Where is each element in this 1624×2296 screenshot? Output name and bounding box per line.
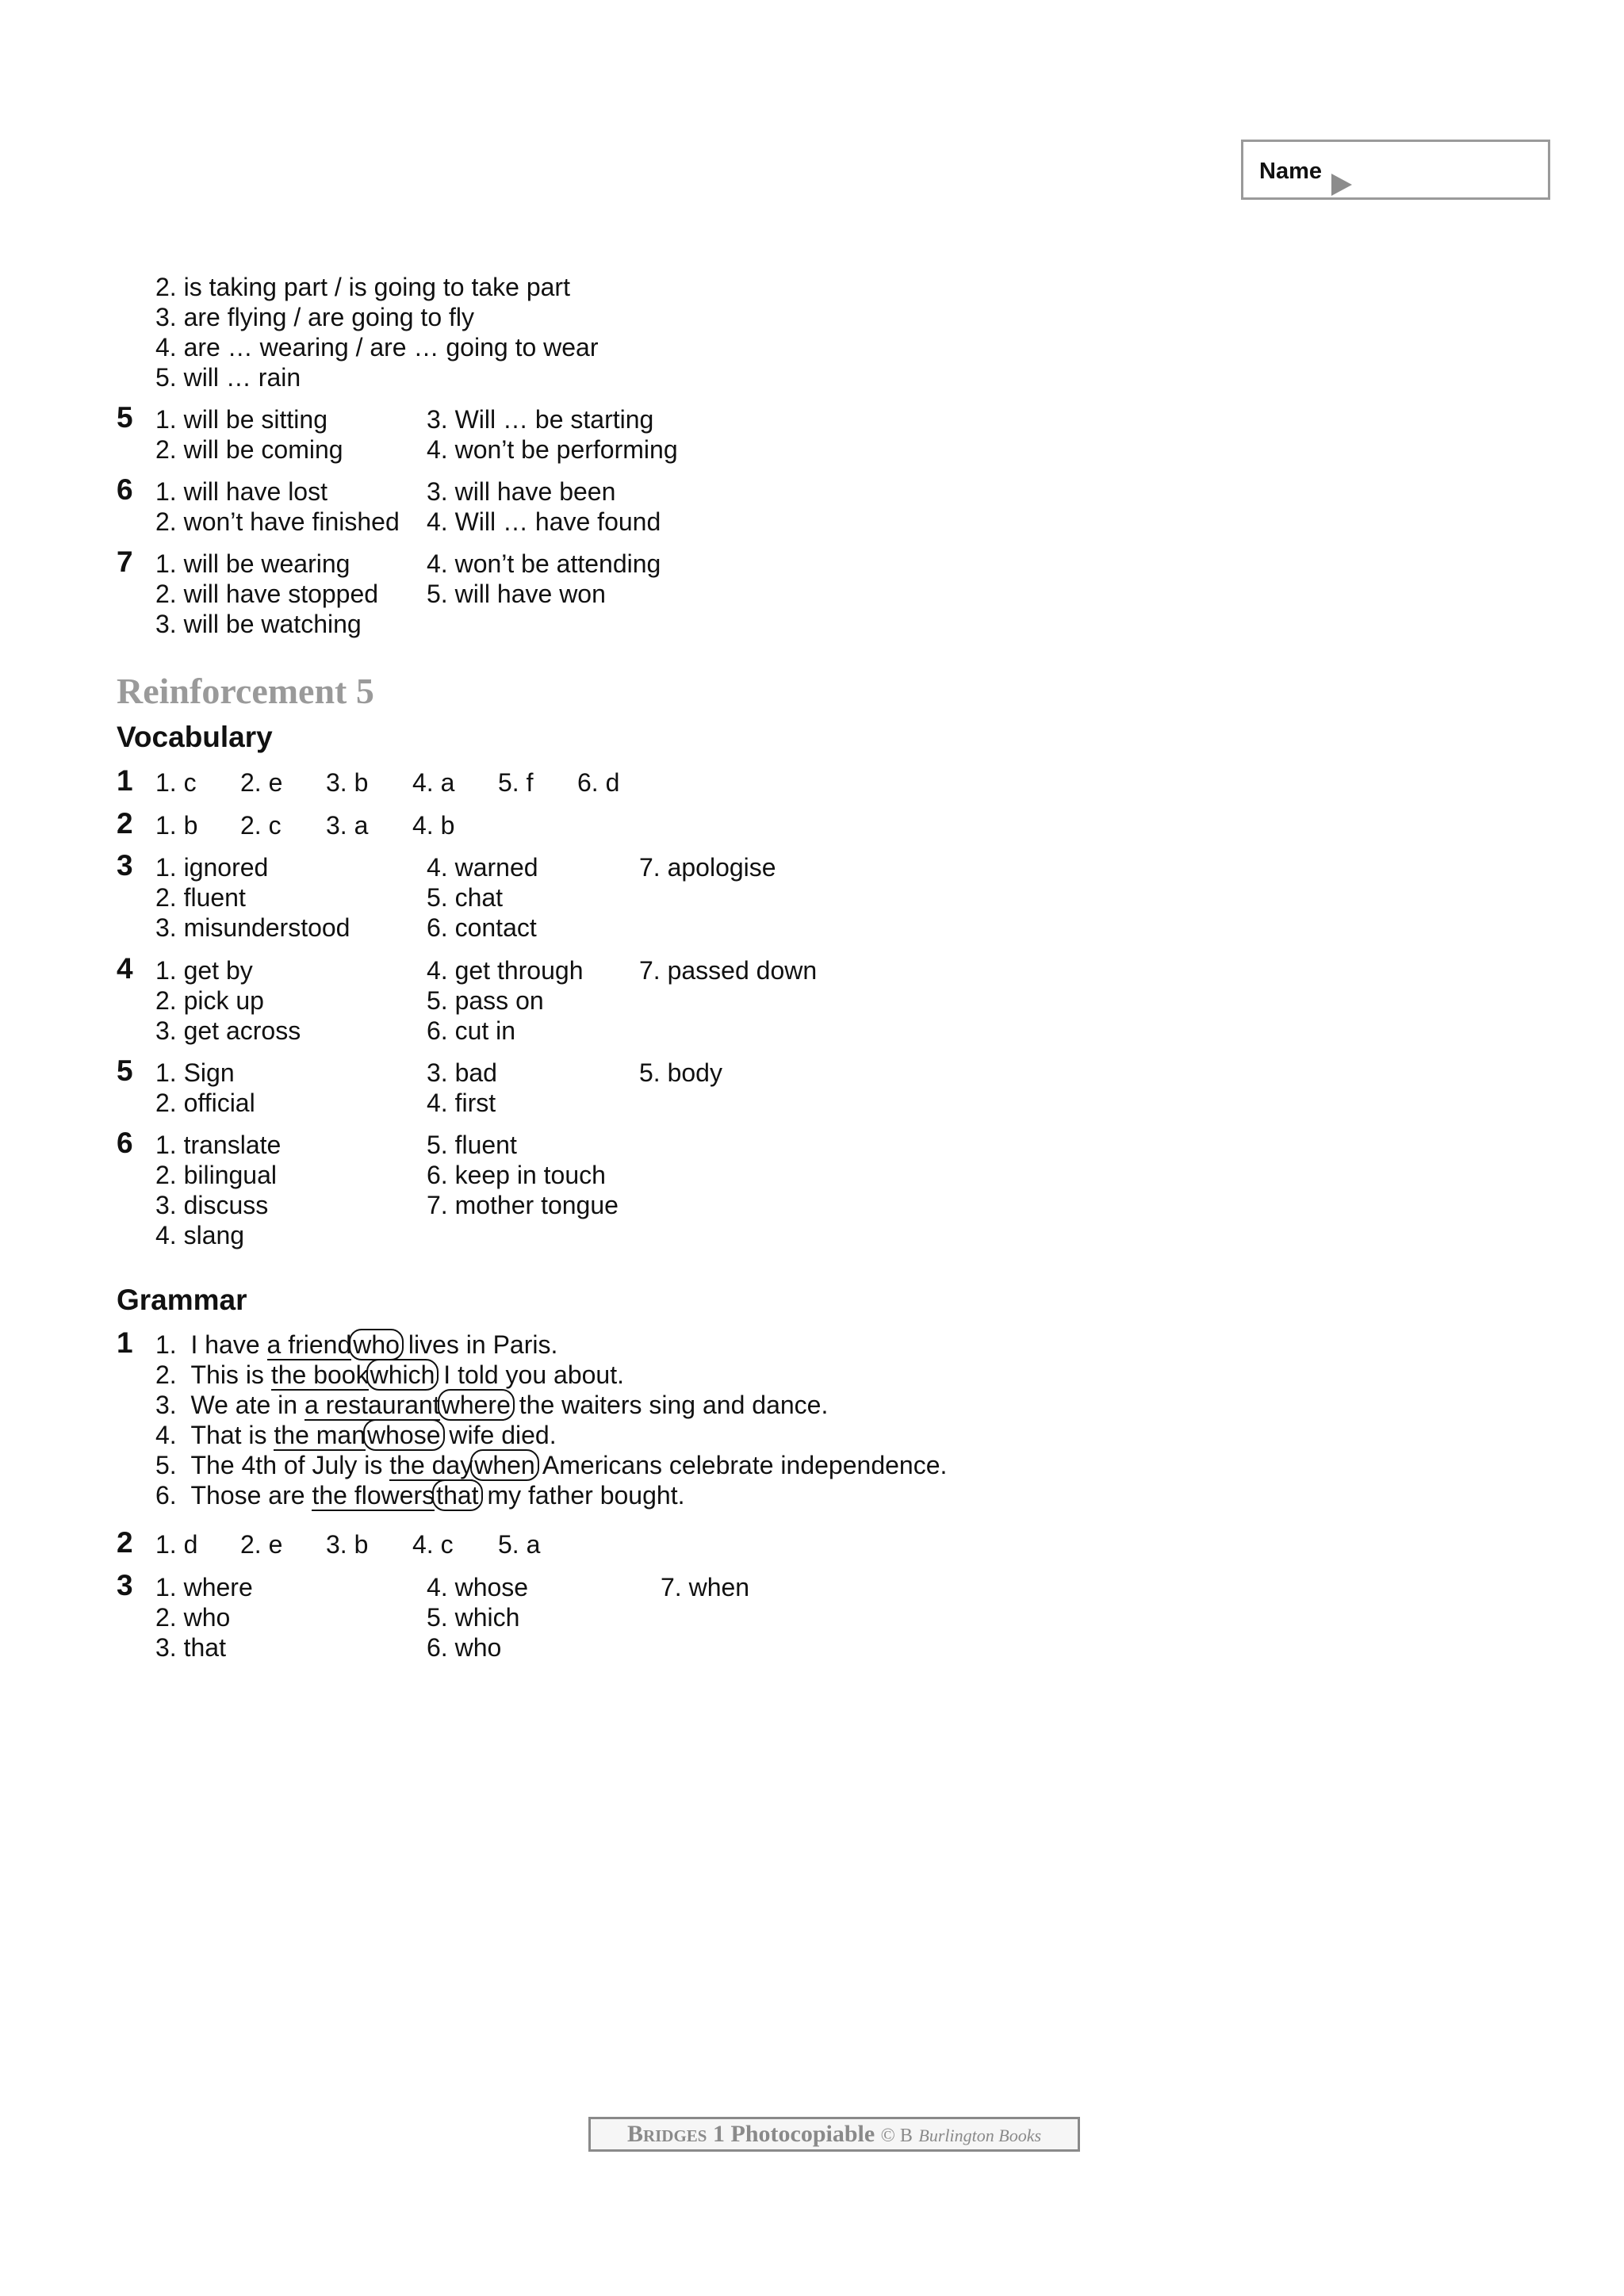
sentence-text: I told you about. xyxy=(436,1360,624,1389)
exercise-number: 2 xyxy=(117,1526,133,1559)
answer-item: 2. c xyxy=(240,811,282,840)
answer-line: 7. mother tongue xyxy=(427,1191,619,1219)
answer-line: 2. will have stopped xyxy=(155,580,379,608)
photocopiable-label: Photocopiable xyxy=(730,2121,875,2147)
answer-line: 6. keep in touch xyxy=(427,1161,606,1189)
answer-line: 3. misunderstood xyxy=(155,913,350,942)
answer-line: 2. official xyxy=(155,1089,255,1117)
exercise-number: 1 xyxy=(117,1326,133,1359)
answer-line: 5. fluent xyxy=(427,1131,517,1159)
answer-line: 2. who xyxy=(155,1603,231,1632)
answer-line: 1. Sign xyxy=(155,1058,235,1087)
answer-item: 4. a xyxy=(412,768,455,797)
section-title: Reinforcement 5 xyxy=(117,671,374,711)
circled-pronoun: which xyxy=(366,1359,439,1391)
answer-line: 2. pick up xyxy=(155,986,264,1015)
sentence-text: That is xyxy=(190,1421,274,1449)
answer-line: 7. apologise xyxy=(639,853,776,882)
series-level: 1 xyxy=(713,2121,725,2147)
answer-line: 4. slang xyxy=(155,1221,245,1249)
answer-item: 4. b xyxy=(412,811,455,840)
sentence-text: Those are xyxy=(190,1481,312,1510)
answer-line: 3. discuss xyxy=(155,1191,269,1219)
underlined-antecedent: the flowers xyxy=(312,1481,435,1510)
answer-line: 1. translate xyxy=(155,1131,282,1159)
sentence-line xyxy=(155,1330,557,1360)
answer-line: 7. passed down xyxy=(639,956,818,985)
answer-line: 4. Will … have found xyxy=(427,507,661,536)
footer-badge xyxy=(588,2117,1080,2152)
answer-item: 3. b xyxy=(326,768,369,797)
series-name: Bridges xyxy=(626,2121,707,2147)
answer-line: 1. will be wearing xyxy=(155,549,350,578)
sentence-line xyxy=(155,1390,828,1420)
underlined-antecedent: the book xyxy=(270,1360,369,1389)
circled-pronoun: when xyxy=(470,1449,539,1481)
sentence-text: This is xyxy=(190,1360,271,1389)
name-box xyxy=(1241,140,1550,200)
exercise-number: 6 xyxy=(117,1127,133,1159)
answer-item: 1. d xyxy=(155,1530,198,1559)
circled-pronoun: that xyxy=(432,1479,482,1511)
answer-line: 7. when xyxy=(661,1573,750,1601)
answer-line: 2. bilingual xyxy=(155,1161,277,1189)
sentence-text: the waiters sing and dance. xyxy=(511,1391,829,1419)
answer-line: 2. won’t have finished xyxy=(155,507,400,536)
answer-line: 4. get through xyxy=(427,956,584,985)
item-number: 5. xyxy=(155,1451,177,1479)
answer-item: 2. e xyxy=(240,1530,283,1559)
name-label: Name xyxy=(1259,159,1322,184)
sentence-line xyxy=(155,1480,684,1510)
arrow-right-icon xyxy=(1331,174,1352,196)
sentence-text: lives in Paris. xyxy=(400,1330,558,1359)
answer-line: 3. bad xyxy=(427,1058,497,1087)
underlined-antecedent: a restaurant xyxy=(304,1391,440,1419)
answer-line: 6. cut in xyxy=(427,1016,516,1045)
item-number: 2. xyxy=(155,1360,177,1389)
answer-line: 3. Will … be starting xyxy=(427,405,654,434)
sentence-line xyxy=(155,1450,947,1480)
exercise-number: 3 xyxy=(117,849,133,882)
answer-line: 4. won’t be attending xyxy=(427,549,661,578)
answer-line: 4. whose xyxy=(427,1573,529,1601)
answer-line: 3. are flying / are going to fly xyxy=(155,303,474,331)
sentence-text: my father bought. xyxy=(480,1481,685,1510)
item-number: 1. xyxy=(155,1330,177,1359)
sentence-text: wife died. xyxy=(442,1421,557,1449)
exercise-number: 3 xyxy=(117,1569,133,1601)
answer-line: 2. will be coming xyxy=(155,435,343,464)
answer-line: 5. body xyxy=(639,1058,722,1087)
vocabulary-heading: Vocabulary xyxy=(117,721,273,753)
item-number: 4. xyxy=(155,1421,177,1449)
grammar-heading: Grammar xyxy=(117,1284,247,1316)
sentence-line xyxy=(155,1420,557,1450)
copyright-mark: © B xyxy=(880,2126,913,2146)
sentence-line xyxy=(155,1360,624,1390)
answer-line: 3. that xyxy=(155,1633,226,1662)
circled-pronoun: who xyxy=(349,1329,404,1360)
answer-line: 3. will be watching xyxy=(155,610,362,638)
item-number: 3. xyxy=(155,1391,177,1419)
answer-line: 5. will … rain xyxy=(155,363,301,392)
sentence-text: We ate in xyxy=(190,1391,304,1419)
circled-pronoun: where xyxy=(438,1389,515,1421)
underlined-antecedent: a friend xyxy=(266,1330,352,1359)
answer-line: 5. chat xyxy=(427,883,504,912)
exercise-number: 5 xyxy=(117,401,133,434)
exercise-number: 2 xyxy=(117,807,133,840)
answer-item: 1. b xyxy=(155,811,198,840)
circled-pronoun: whose xyxy=(363,1419,445,1451)
exercise-number: 4 xyxy=(117,952,133,985)
sentence-text: The 4th of July is xyxy=(190,1451,390,1479)
answer-line: 1. ignored xyxy=(155,853,269,882)
answer-line: 1. will be sitting xyxy=(155,405,327,434)
answer-item: 5. f xyxy=(498,768,534,797)
underlined-antecedent: the day xyxy=(389,1451,473,1479)
sentence-text: Americans celebrate independence. xyxy=(536,1451,948,1479)
answer-item: 4. c xyxy=(412,1530,454,1559)
answer-line: 1. where xyxy=(155,1573,253,1601)
answer-line: 3. will have been xyxy=(427,477,616,506)
answer-item: 3. a xyxy=(326,811,369,840)
underlined-antecedent: the man xyxy=(274,1421,366,1449)
answer-line: 6. who xyxy=(427,1633,502,1662)
answer-item: 1. c xyxy=(155,768,197,797)
answer-item: 6. d xyxy=(577,768,620,797)
answer-line: 1. will have lost xyxy=(155,477,327,506)
answer-item: 5. a xyxy=(498,1530,541,1559)
exercise-number: 7 xyxy=(117,545,133,578)
sentence-text: I have xyxy=(190,1330,267,1359)
answer-item: 2. e xyxy=(240,768,283,797)
answer-line: 5. which xyxy=(427,1603,520,1632)
answer-line: 5. pass on xyxy=(427,986,544,1015)
answer-item: 3. b xyxy=(326,1530,369,1559)
answer-line: 4. are … wearing / are … going to wear xyxy=(155,333,599,362)
answer-line: 5. will have won xyxy=(427,580,606,608)
answer-line: 4. won’t be performing xyxy=(427,435,678,464)
answer-line: 2. fluent xyxy=(155,883,246,912)
answer-line: 4. warned xyxy=(427,853,538,882)
answer-line: 3. get across xyxy=(155,1016,301,1045)
answer-line: 2. is taking part / is going to take part xyxy=(155,273,570,301)
exercise-number: 1 xyxy=(117,764,133,797)
answer-line: 1. get by xyxy=(155,956,253,985)
exercise-number: 6 xyxy=(117,473,133,506)
publisher-name: Burlington Books xyxy=(918,2126,1042,2145)
answer-line: 6. contact xyxy=(427,913,537,942)
answer-line: 4. first xyxy=(427,1089,496,1117)
exercise-number: 5 xyxy=(117,1054,133,1087)
item-number: 6. xyxy=(155,1481,177,1510)
